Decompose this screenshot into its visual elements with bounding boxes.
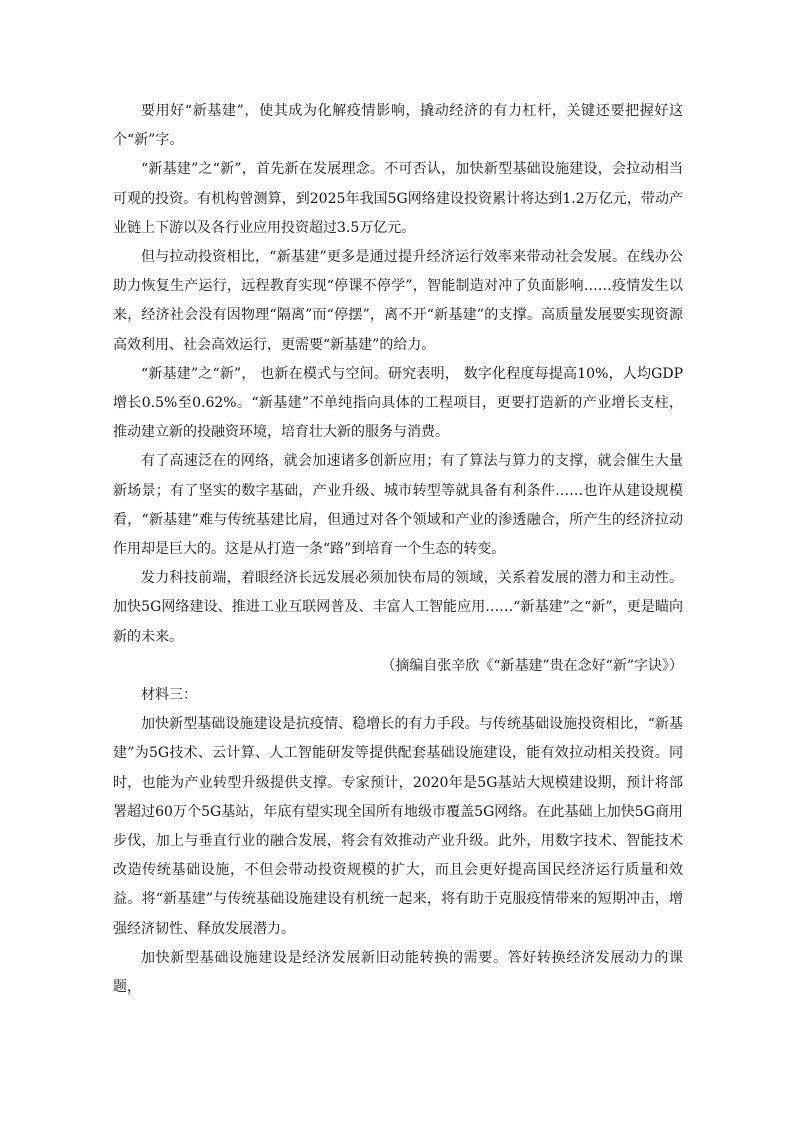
paragraph: 有了高速泛在的网络，就会加速诸多创新应用；有了算法与算力的支撑，就会催生大量新场景；有了坚实的数字基础，产业升级、城市转型等就具备有利条件……也许从建设规模看，“新基建”难与传统基建比肩，但通过对各个领域和产业的渗透融合，所产生的经济拉动作用却是巨大的。这是从打造一条“路”到培育一个生态的转变。 <box>113 453 683 558</box>
paragraph: “新基建”之“新”，首先新在发展理念。不可否认，加快新型基础设施建设，会拉动相当可观的投资。有机构曾测算，到2025年我国5G网络建设投资累计将达到1.2万亿元，带动产业链上下游以及各行业应用投资超过3.5万亿元。 <box>113 161 683 236</box>
paragraph: “新基建”之“新”， 也新在模式与空间。研究表明， 数字化程度每提高10%，人均GDP增长0.5%至0.62%。“新基建”不单纯指向具体的工程项目，更要打造新的产业增长支柱，推动建立新的投融资环境，培育壮大新的服务与消费。 <box>113 365 683 441</box>
paragraph: 加快新型基础设施建设是经济发展新旧动能转换的需要。答好转换经济发展动力的课题， <box>113 949 683 996</box>
source-citation: （摘编自张辛欣《“新基建”贵在念好“新”字诀》） <box>381 657 683 674</box>
paragraph: 发力科技前端，着眼经济长远发展必须加快布局的领域，关系着发展的潜力和主动性。加快5G网络建设、推进工业互联网普及、丰富人工智能应用……“新基建”之“新”，更是瞄向新的未来。 <box>113 570 683 645</box>
paragraph: 要用好“新基建”，使其成为化解疫情影响，撬动经济的有力杠杆，关键还要把握好这个“新”字。 <box>113 103 683 149</box>
section-label: 材料三： <box>141 687 197 704</box>
paragraph: 但与拉动投资相比，“新基建”更多是通过提升经济运行效率来带动社会发展。在线办公助力恢复生产运行，远程教育实现“停课不停学”，智能制造对冲了负面影响……疫情发生以来，经济社会没有因物理“隔离”而“停摆”，离不开“新基建”的支撑。高质量发展要实现资源高效利用、社会高效运行，更需要“新基建”的给力。 <box>113 249 683 353</box>
paragraph: 加快新型基础设施建设是抗疫情、稳增长的有力手段。与传统基础设施投资相比，“新基建”为5G技术、云计算、人工智能研发等提供配套基础设施建设，能有效拉动相关投资。同时，也能为产业转型升级提供支撑。专家预计，2020年是5G基站大规模建设期，预计将部署超过60万个5G基站，年底有望实现全国所有地级市覆盖5G网络。在此基础上加快5G商用步伐，加上与垂直行业的融合发展，将会有效推动产业升级。此外，用数字技术、智能技术改造传统基础设施，不但会带动投资规模的扩大，而且会更好提高国民经济运行质量和效益。将“新基建”与传统基础设施建设有机统一起来，将有助于克服疫情带来的短期冲击，增强经济韧性、释放发展潜力。 <box>113 716 683 937</box>
article-body <box>113 97 683 1002</box>
